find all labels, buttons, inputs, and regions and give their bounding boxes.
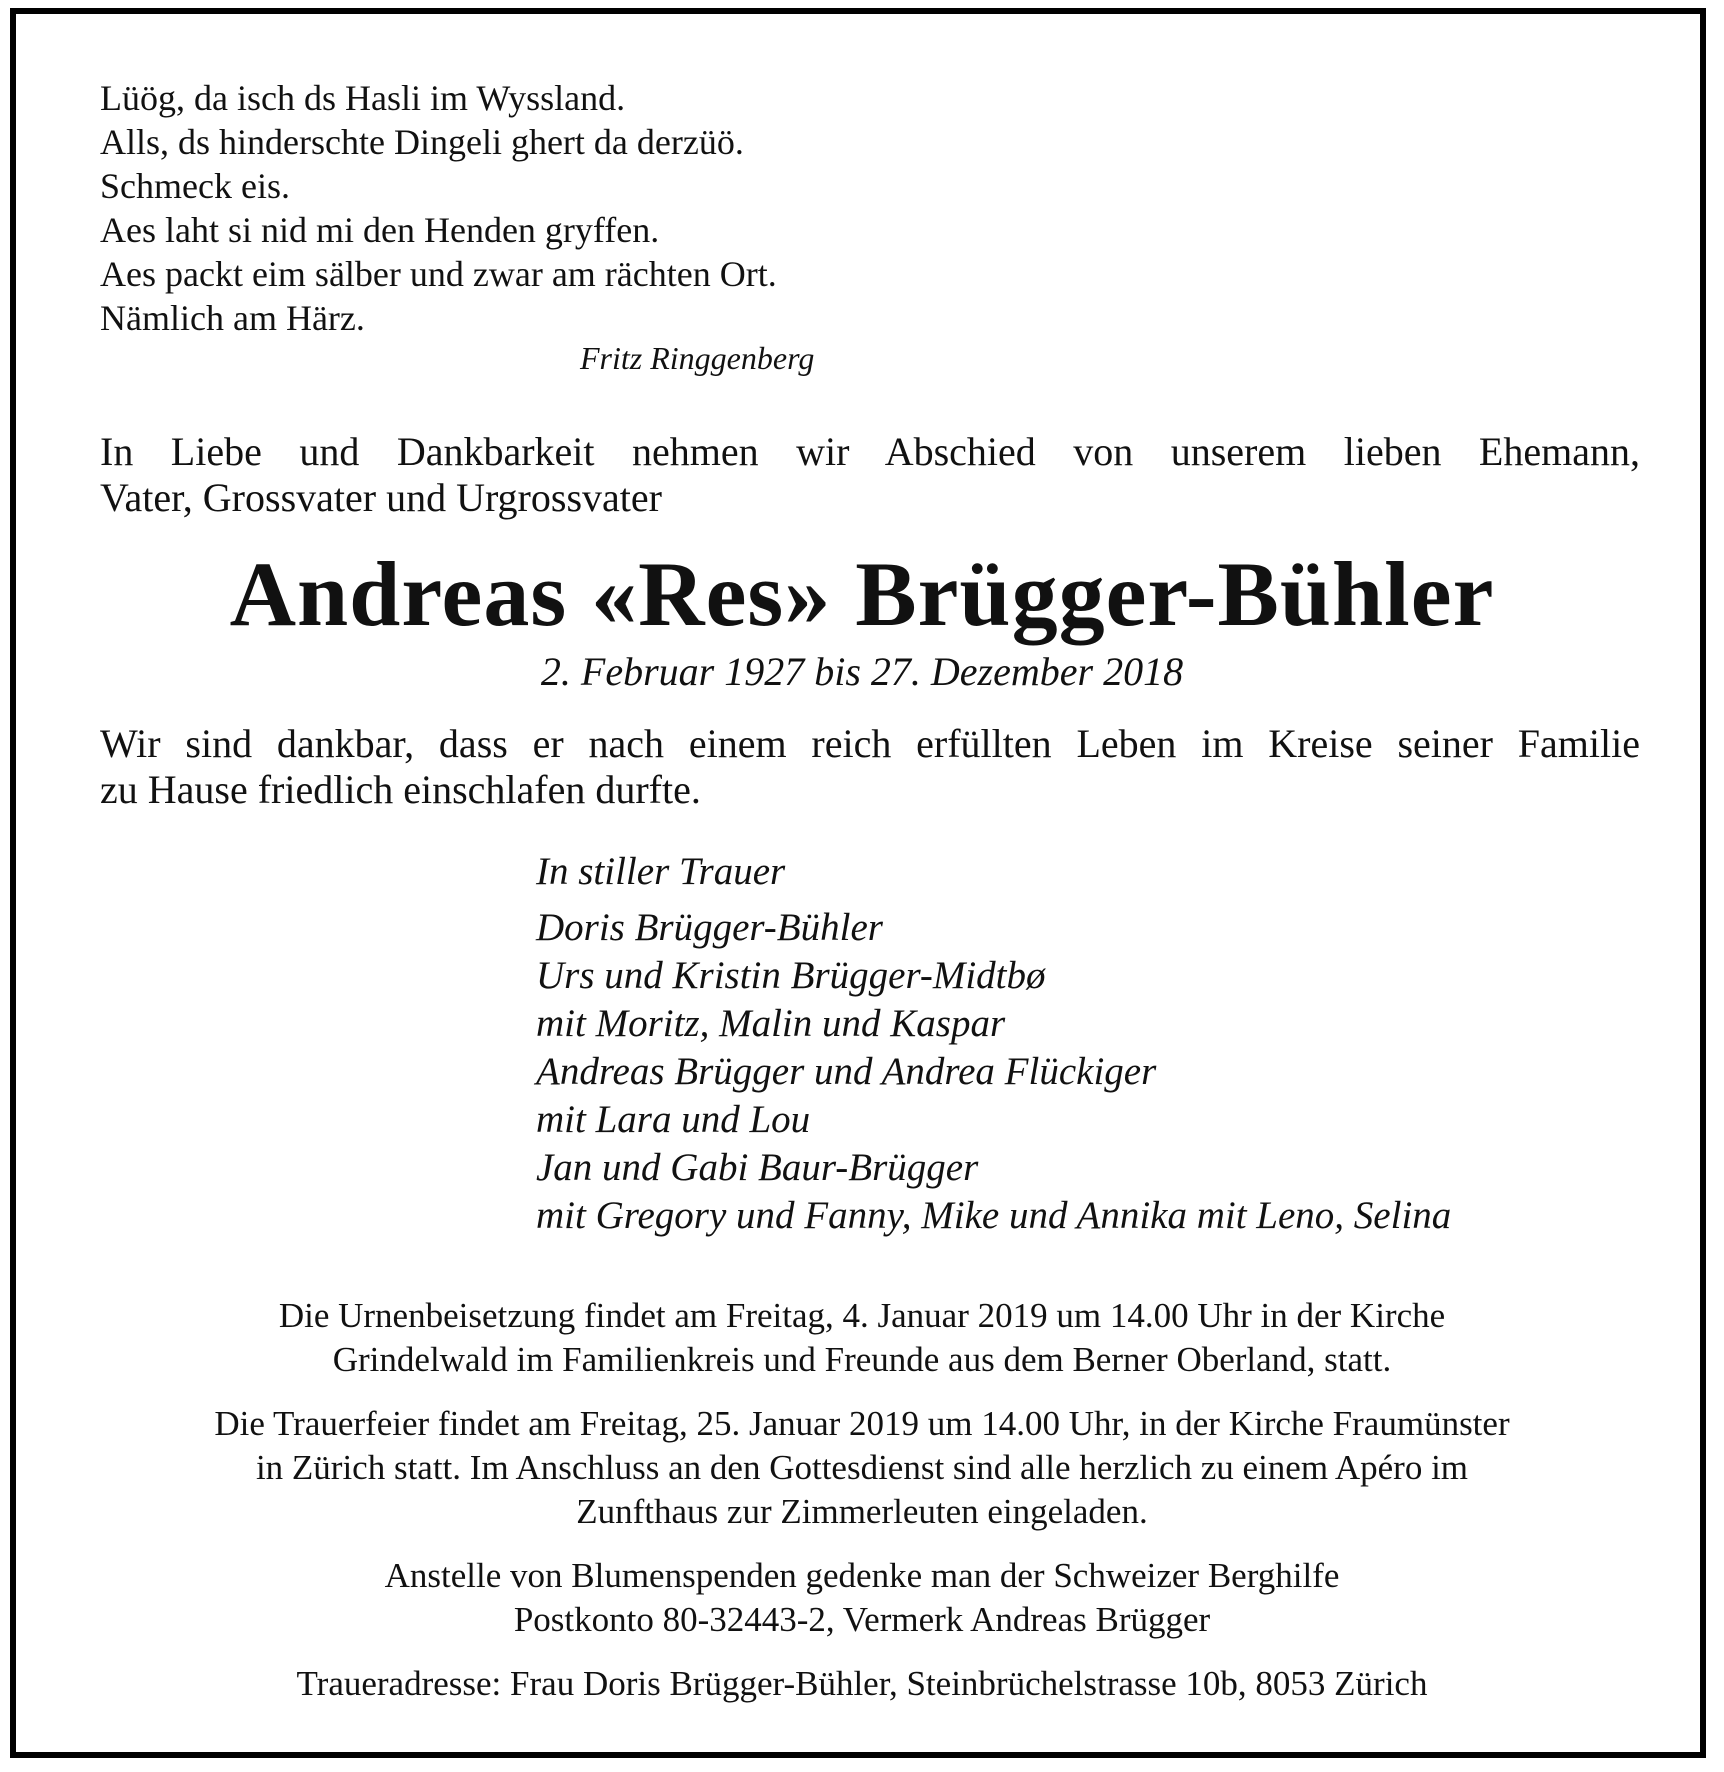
poem-author: Fritz Ringgenberg <box>580 340 815 376</box>
poem-line: Lüög, da isch ds Hasli im Wyssland. <box>100 78 626 118</box>
mourning-address: Traueradresse: Frau Doris Brügger-Bühler, Steinbrüchelstrasse 10b, 8053 Zürich <box>296 1664 1428 1703</box>
mourner-name: mit Lara und Lou <box>536 1098 811 1141</box>
intro-line: In Liebe und Dankbarkeit nehmen wir Abschied von unserem lieben Ehemann, <box>100 429 1640 474</box>
service-line: in Zürich statt. Im Anschluss an den Gottesdienst sind alle herzlich zu einem Apéro im <box>255 1448 1469 1487</box>
gratitude-line: Wir sind dankbar, dass er nach einem reich erfüllten Leben im Kreise seiner Familie <box>100 721 1640 766</box>
gratitude-line: zu Hause friedlich einschlafen durfte. <box>100 767 701 812</box>
life-dates: 2. Februar 1927 bis 27. Dezember 2018 <box>540 649 1184 694</box>
service-line: Die Trauerfeier findet am Freitag, 25. Januar 2019 um 14.00 Uhr, in der Kirche Fraumünster <box>214 1404 1510 1443</box>
mourner-name: Doris Brügger-Bühler <box>536 906 883 949</box>
mourners-heading: In stiller Trauer <box>536 850 786 893</box>
mourner-name: Jan und Gabi Baur-Brügger <box>536 1146 979 1189</box>
mourner-name: mit Gregory und Fanny, Mike und Annika mit Leno, Selina <box>536 1194 1452 1237</box>
mourner-name: mit Moritz, Malin und Kaspar <box>536 1002 1006 1045</box>
deceased-name: Andreas «Res» Brügger-Bühler <box>229 543 1495 645</box>
mourner-name: Urs und Kristin Brügger-Midtbø <box>536 954 1046 997</box>
poem-line: Nämlich am Härz. <box>100 298 365 338</box>
donation-line: Anstelle von Blumenspenden gedenke man der Schweizer Berghilfe <box>384 1556 1340 1595</box>
burial-line: Grindelwald im Familienkreis und Freunde aus dem Berner Oberland, statt. <box>332 1340 1392 1379</box>
poem-line: Aes packt eim sälber und zwar am rächten Ort. <box>100 254 777 294</box>
donation-line: Postkonto 80-32443-2, Vermerk Andreas Brügger <box>513 1600 1211 1639</box>
poem-line: Schmeck eis. <box>100 166 290 206</box>
poem-line: Aes laht si nid mi den Henden gryffen. <box>100 210 660 250</box>
intro-line: Vater, Grossvater und Urgrossvater <box>100 475 662 520</box>
service-line: Zunfthaus zur Zimmerleuten eingeladen. <box>576 1492 1148 1531</box>
poem-line: Alls, ds hinderschte Dingeli ghert da derzüö. <box>100 122 744 162</box>
burial-line: Die Urnenbeisetzung findet am Freitag, 4. Januar 2019 um 14.00 Uhr in der Kirche <box>278 1296 1446 1335</box>
mourner-name: Andreas Brügger und Andrea Flückiger <box>536 1050 1157 1093</box>
